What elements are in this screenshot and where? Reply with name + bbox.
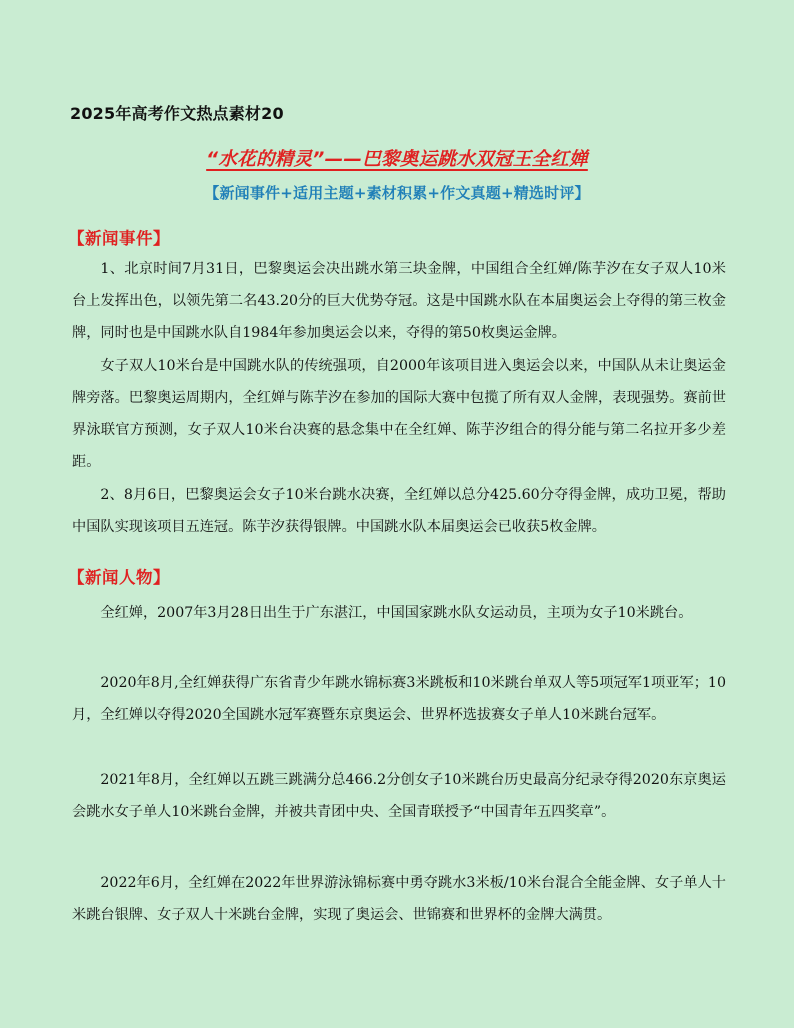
- news-person-paragraph-4: 2022年6月，全红婵在2022年世界游泳锦标赛中勇夺跳水3米板/10米台混合全能金牌、女子单人十米跳台银牌、女子双人十米跳台金牌，实现了奥运会、世锦赛和世界杯的金牌大满贯。: [72, 875, 726, 923]
- article-title: [0, 145, 794, 171]
- news-event-paragraph-2: 女子双人10米台是中国跳水队的传统强项，自2000年该项目进入奥运会以来，中国队从未让奥运金牌旁落。巴黎奥运周期内，全红婵与陈芋汐在参加的国际大赛中包揽了所有双人金牌，表现强势。赛前世界泳联官方预测，女子双人10米台决赛的悬念集中在全红婵、陈芋汐组合的得分能与第二名拉开多少差距。: [72, 358, 726, 470]
- article-title-text: “水花的精灵”——巴黎奥运跳水双冠王全红婵: [206, 149, 588, 170]
- section-heading-news-event: 【新闻事件】: [68, 229, 170, 248]
- news-event-paragraph-3: 2、8月6日，巴黎奥运会女子10米台跳水决赛，全红婵以总分425.60分夺得金牌，成功卫冕，帮助中国队实现该项目五连冠。陈芋汐获得银牌。中国跳水队本届奥运会已收获5枚金牌。: [72, 487, 726, 535]
- news-person-paragraph-2: 2020年8月,全红婵获得广东省青少年跳水锦标赛3米跳板和10米跳台单双人等5项冠军1项亚军；10月，全红婵以夺得2020全国跳水冠军赛暨东京奥运会、世界杯选拔赛女子单人10米跳台冠军。: [72, 675, 726, 723]
- news-person-paragraph-1: 全红婵，2007年3月28日出生于广东湛江，中国国家跳水队女运动员，主项为女子10米跳台。: [100, 605, 693, 621]
- news-event-paragraph-1: 1、北京时间7月31日，巴黎奥运会决出跳水第三块金牌，中国组合全红婵/陈芋汐在女子双人10米台上发挥出色，以领先第二名43.20分的巨大优势夺冠。这是中国跳水队在本届奥运会上夺得的第三枚金牌，同时也是中国跳水队自1984年参加奥运会以来，夺得的第50枚奥运金牌。: [72, 261, 726, 341]
- article-subtitle: 【新闻事件+适用主题+素材积累+作文真题+精选时评】: [204, 184, 590, 202]
- section-heading-news-person: 【新闻人物】: [68, 568, 170, 587]
- news-person-paragraph-3: 2021年8月，全红婵以五跳三跳满分总466.2分创女子10米跳台历史最高分纪录夺得2020东京奥运会跳水女子单人10米跳台金牌，并被共青团中央、全国青联授予“中国青年五四奖章”。: [72, 772, 726, 820]
- document-series-label: 2025年高考作文热点素材20: [70, 104, 284, 123]
